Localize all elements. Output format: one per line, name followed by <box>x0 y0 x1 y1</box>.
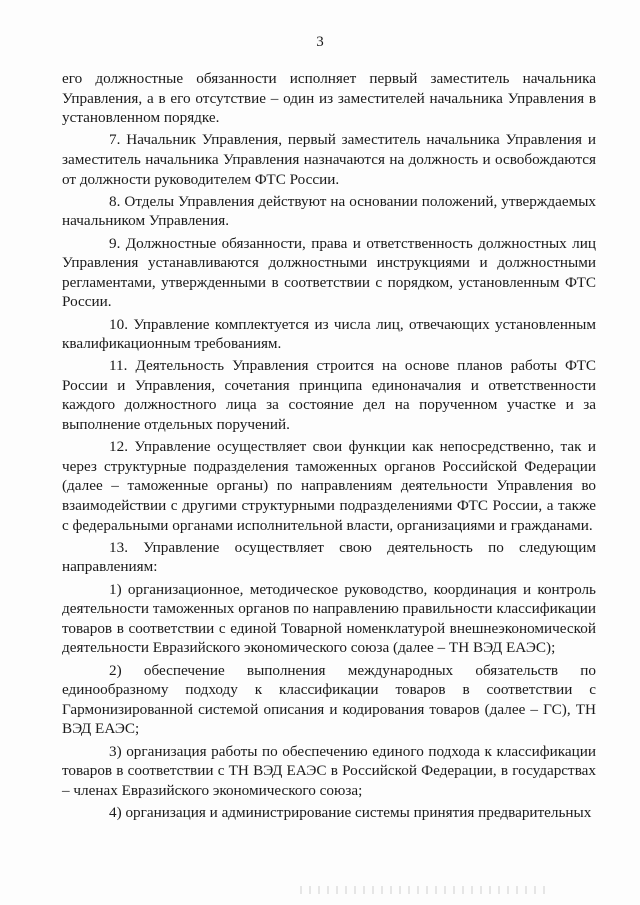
paragraph-item-10: 10. Управление комплектуется из числа лиц, отвечающих установленным квалификационным требованиям. <box>62 315 596 353</box>
scan-artifact <box>300 886 550 894</box>
paragraph-item-9: 9. Должностные обязанности, права и ответственность должностных лиц Управления устанавливаются должностными инструкциями и должностными регламентами, утвержденными в соответствии с порядком, установленным ФТС России. <box>62 234 596 311</box>
list-item-4: 4) организация и администрирование системы принятия предварительных <box>109 803 592 821</box>
document-body <box>62 69 596 823</box>
paragraph-item-8: 8. Отделы Управления действуют на основании положений, утверждаемых начальником Управления. <box>62 192 596 230</box>
paragraph-item-7: 7. Начальник Управления, первый заместитель начальника Управления и заместитель начальника Управления назначаются на должность и освобождаются от должности руководителем ФТС России. <box>62 131 596 188</box>
paragraph-item-11: 11. Деятельность Управления строится на основе планов работы ФТС России и Управления, сочетания принципа единоначалия и ответственности каждого должностного лица за состояние дел на порученном участке и за выполнение отдельных поручений. <box>62 357 596 434</box>
list-item-2: 2) обеспечение выполнения международных обязательств по единообразному подходу к классификации товаров в соответствии с Гармонизированной системой описания и кодирования товаров (далее – ГС), ТН ВЭД ЕАЭС; <box>62 661 596 738</box>
page-number: 3 <box>316 34 324 50</box>
paragraph-item-12: 12. Управление осуществляет свои функции как непосредственно, так и через структурные подразделения таможенных органов Российской Федерации (далее – таможенные органы) по направлениям деятельности Управления во взаимодействии с другими структурными подразделениями ФТС России, а также с федеральными органами исполнительной власти, организациями и гражданами. <box>62 438 596 534</box>
paragraph-continuation: его должностные обязанности исполняет первый заместитель начальника Управления, а в его отсутствие – один из заместителей начальника Управления в установленном порядке. <box>62 70 596 127</box>
list-item-3: 3) организация работы по обеспечению единого подхода к классификации товаров в соответствии с ТН ВЭД ЕАЭС в Российской Федерации, в государствах – членах Евразийского экономического союза; <box>62 742 596 799</box>
list-item-1: 1) организационное, методическое руководство, координация и контроль деятельности таможенных органов по направлению правильности классификации товаров в соответствии с единой Товарной номенклатурой внешнеэкономической деятельности Евразийского экономического союза (далее – ТН ВЭД ЕАЭС); <box>62 580 596 657</box>
paragraph-item-13: 13. Управление осуществляет свою деятельность по следующим направлениям: <box>62 538 596 576</box>
